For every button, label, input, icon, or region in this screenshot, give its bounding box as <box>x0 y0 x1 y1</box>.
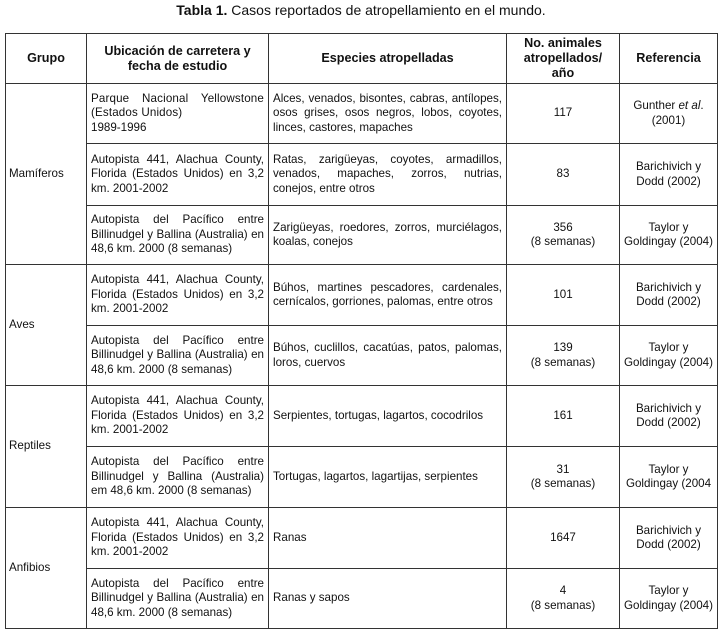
reference-cell: Barichivich y Dodd (2002) <box>620 386 718 447</box>
roadkill-table <box>5 33 718 629</box>
group-cell: Aves <box>6 265 87 386</box>
count-value: 117 <box>553 106 573 120</box>
reference-author: Gunther <box>633 99 679 112</box>
table-row <box>6 326 718 386</box>
location-cell: Autopista 441, Alachua County, Florida (Estados Unidos) en 3,2 km. 2001-2002 <box>87 144 269 206</box>
header-row <box>6 34 718 84</box>
count-value: 356 <box>553 220 573 234</box>
species-cell: Tortugas, lagartos, lagartijas, serpientes <box>269 447 507 508</box>
table-row <box>6 447 718 508</box>
reference-cell: Barichivich y Dodd (2002) <box>620 508 718 569</box>
table-row <box>6 84 718 144</box>
location-cell <box>87 84 269 144</box>
group-cell: Anfibios <box>6 508 87 629</box>
table-row <box>6 386 718 447</box>
species-cell: Ranas <box>269 508 507 569</box>
count-value: 31 <box>556 462 570 476</box>
count-value: 83 <box>556 167 570 181</box>
header-especies: Especies atropelladas <box>269 34 507 84</box>
header-referencia: Referencia <box>620 34 718 84</box>
count-cell <box>507 569 620 629</box>
caption-text: Casos reportados de atropellamiento en el mundo. <box>227 2 546 18</box>
table-row <box>6 265 718 326</box>
count-value: 139 <box>553 341 573 354</box>
species-cell: Búhos, martines pescadores, cardenales, cernícalos, gorriones, palomas, entre otros <box>269 265 507 326</box>
location-cell: Autopista del Pacífico entre Billinudgel y Ballina (Australia) en 48,6 km. 2000 (8 semanas) <box>87 569 269 629</box>
location-text: Parque Nacional Yellowstone (Estados Unidos) <box>91 91 264 120</box>
count-value: 101 <box>553 287 573 301</box>
species-cell: Zarigüeyas, roedores, zorros, murciélagos, koalas, conejos <box>269 206 507 265</box>
table-row <box>6 206 718 265</box>
species-cell: Serpientes, tortugas, lagartos, cocodrilos <box>269 386 507 447</box>
location-cell: Autopista del Pacífico entre Billinudgel y Ballina (Australia) en 48,6 km. 2000 (8 semanas) <box>87 206 269 265</box>
count-cell <box>507 326 620 386</box>
count-value: 161 <box>553 408 573 422</box>
reference-cell: Taylor y Goldingay (2004) <box>620 569 718 629</box>
species-cell: Búhos, cuclillos, cacatúas, patos, palomas, loros, cuervos <box>269 326 507 386</box>
count-cell <box>507 144 620 206</box>
count-value: 1647 <box>550 530 576 544</box>
species-cell: Ratas, zarigüeyas, coyotes, armadillos, venados, mapaches, zorros, nutrias, conejos, entre otros <box>269 144 507 206</box>
count-note: (8 semanas) <box>530 598 596 612</box>
count-note: (8 semanas) <box>530 477 596 490</box>
table-caption <box>0 2 722 18</box>
species-cell: Alces, venados, bisontes, cabras, antílopes, osos grises, osos negros, lobos, coyotes, linces, castores, mapaches <box>269 84 507 144</box>
location-cell: Autopista 441, Alachua County, Florida (Estados Unidos) en 3,2 km. 2001-2002 <box>87 508 269 569</box>
species-cell: Ranas y sapos <box>269 569 507 629</box>
header-numero: No. animales atropellados/ año <box>507 34 620 84</box>
caption-label: Tabla 1. <box>176 2 228 18</box>
count-cell <box>507 447 620 508</box>
count-cell <box>507 386 620 447</box>
reference-cell: Taylor y Goldingay (2004) <box>620 206 718 265</box>
date-text: 1989-1996 <box>91 120 147 134</box>
count-cell <box>507 84 620 144</box>
location-cell: Autopista del Pacífico entre Billinudgel y Ballina (Australia) em 48,6 km. 2000 (8 semanas) <box>87 447 269 508</box>
group-cell: Mamíferos <box>6 84 87 265</box>
count-cell <box>507 508 620 569</box>
header-grupo: Grupo <box>6 34 87 84</box>
reference-cell: Taylor y Goldingay (2004) <box>620 326 718 386</box>
reference-cell: Barichivich y Dodd (2002) <box>620 144 718 206</box>
count-note: (8 semanas) <box>530 235 596 248</box>
table-row <box>6 508 718 569</box>
reference-cell <box>620 84 718 144</box>
location-cell: Autopista 441, Alachua County, Florida (Estados Unidos) en 3,2 km. 2001-2002 <box>87 386 269 447</box>
reference-cell: Taylor y Goldingay (2004 <box>620 447 718 508</box>
count-value: 4 <box>559 584 567 597</box>
reference-year: (2001) <box>651 113 686 127</box>
reference-etal: et al <box>678 99 701 112</box>
group-cell: Reptiles <box>6 386 87 508</box>
location-cell: Autopista 441, Alachua County, Florida (Estados Unidos) en 3,2 km. 2001-2002 <box>87 265 269 326</box>
table-row <box>6 569 718 629</box>
reference-dot: . <box>700 99 704 112</box>
table-row <box>6 144 718 206</box>
count-cell <box>507 206 620 265</box>
location-cell: Autopista del Pacífico entre Billinudgel y Ballina (Australia) en 48,6 km. 2000 (8 semanas) <box>87 326 269 386</box>
reference-cell: Barichivich y Dodd (2002) <box>620 265 718 326</box>
count-note: (8 semanas) <box>530 355 596 369</box>
header-ubicacion: Ubicación de carretera y fecha de estudio <box>87 34 269 84</box>
count-cell <box>507 265 620 326</box>
